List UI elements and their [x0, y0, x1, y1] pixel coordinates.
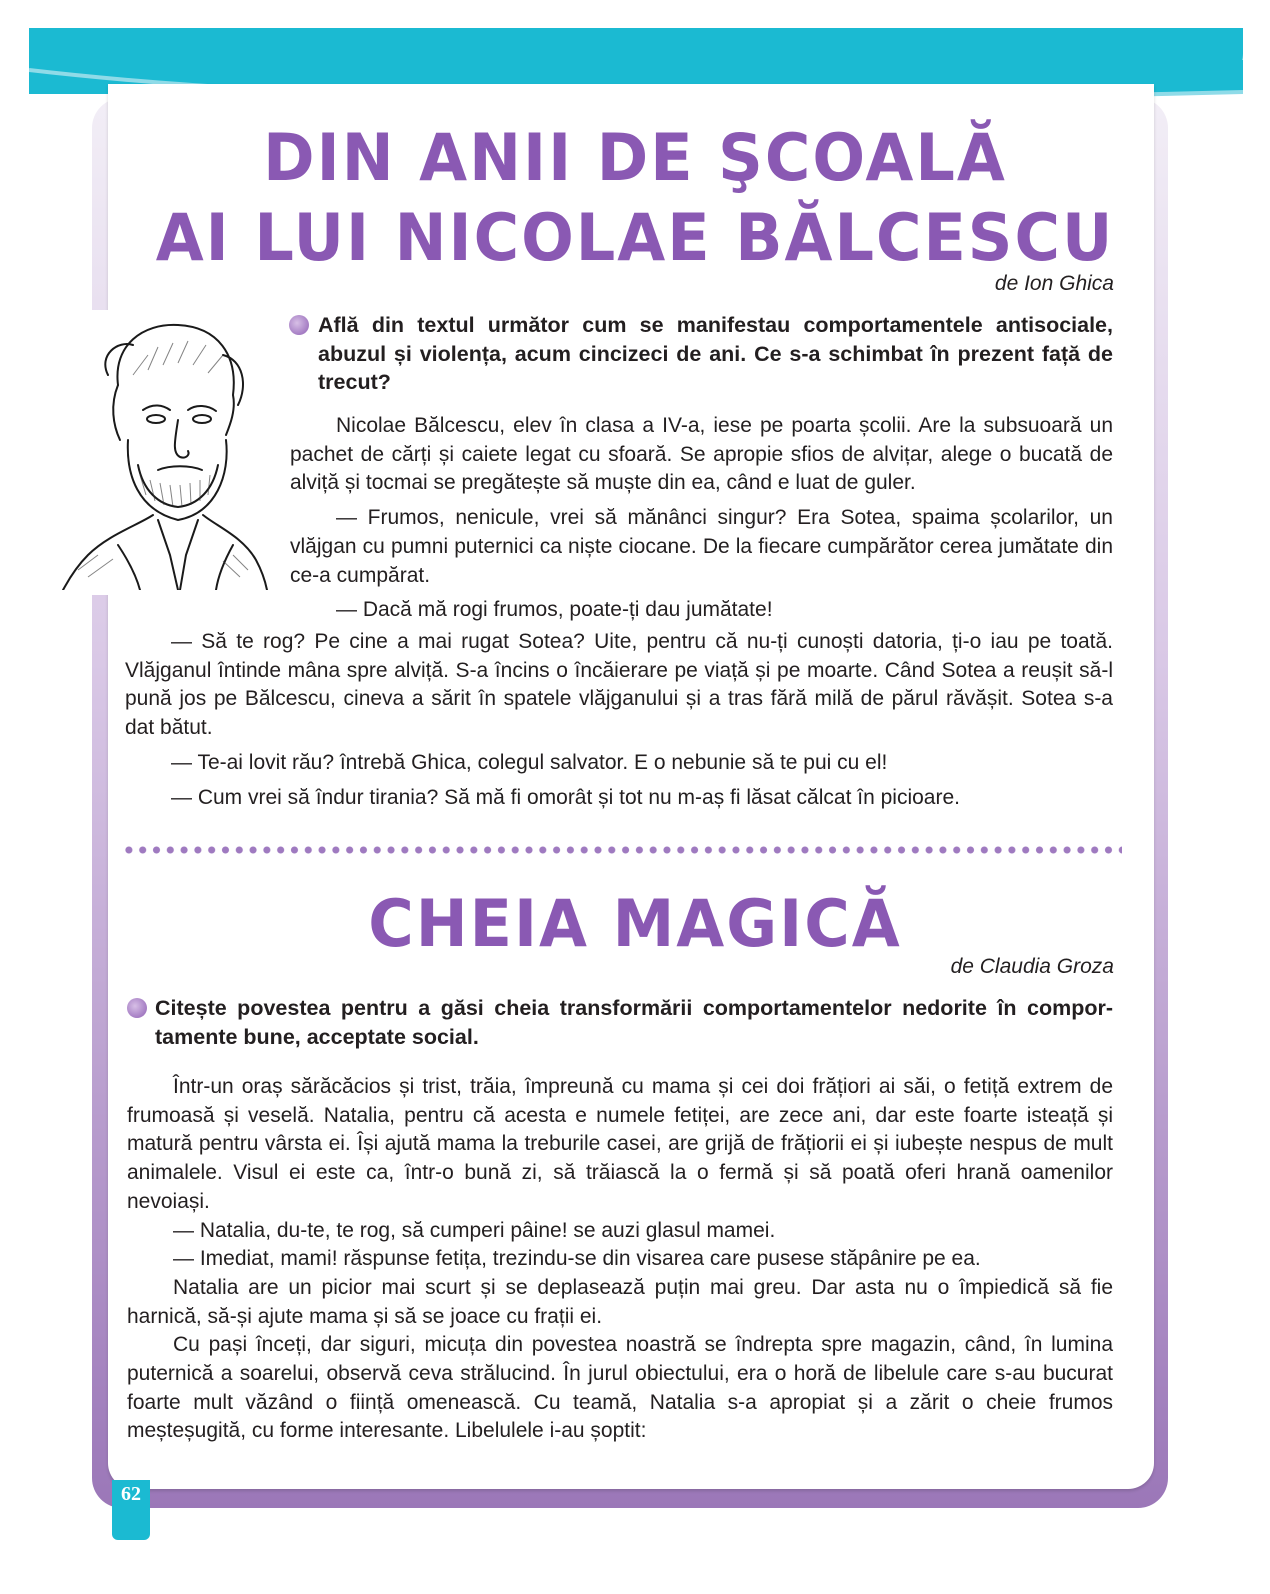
task-bullet-2: [127, 998, 147, 1018]
story1-paragraph-4: — Să te rog? Pe cine a mai rugat Sotea? Uite, pentru că nu-ți cunoști datoria, ți-o iau pe toată. Vlăjganul întinde mâna spre alviță. S-a încins o încăierare pe viață și pe moarte. Când Sotea a reușit să-l pună jos pe Bălcescu, cineva a sărit în spatele vlăjganului și a tras fără milă de părul răvășit. Sotea s-a dat bătut.: [125, 630, 1113, 740]
story2-author: de Claudia Groza: [950, 955, 1114, 978]
portrait-illustration: [58, 315, 268, 590]
story2-title: CHEIA MAGICĂ: [368, 885, 902, 962]
story2-paragraph-4: Natalia are un picior mai scurt și se deplasează puțin mai greu. Dar asta nu o împiedică să fie harnică, să-și ajute mama și să se joace cu frații ei.: [127, 1275, 1113, 1328]
story1-paragraph-3: — Dacă mă rogi frumos, poate-ți dau jumătate!: [336, 598, 773, 622]
story1-task: Află din textul următor cum se manifestau comportamentele antisociale, abuzul și violența, acum cincizeci de ani. Ce s-a schimbat în prezent față de trecut?: [318, 313, 1113, 394]
task-bullet-1: [289, 315, 309, 335]
story1-paragraph-6: — Cum vrei să îndur tirania? Să mă fi omorât și tot nu m-aș fi lăsat călcat în picioare.: [171, 785, 960, 809]
story2-paragraph-3: — Imediat, mami! răspunse fetița, trezindu-se din visarea care pusese stăpânire pe ea.: [173, 1247, 981, 1271]
story1-text-upper: [290, 412, 1113, 625]
story1-author: de Ion Ghica: [994, 272, 1114, 295]
page-number: 62: [121, 1483, 141, 1505]
story2-text: [127, 1073, 1113, 1446]
story2-paragraph-1: Într-un oraș sărăcăcios și trist, trăia, împreună cu mama și cei doi frățiori ai săi, o fetiță extrem de frumoasă și veselă. Natalia, pentru că acesta e numele fetiței, are zece ani, dar este foarte isteață și matură pentru vârsta ei. Își ajută mama la treburile casei, are grijă de frățiorii ei și iubește nespus de mult animalele. Visul ei este ca, într-o bună zi, să trăiască la o fermă și să poată oferi hrană oamenilor nevoiași.: [127, 1075, 1113, 1213]
story2-paragraph-2: — Natalia, du-te, te rog, să cumperi pâine! se auzi glasul mamei.: [173, 1218, 776, 1242]
story2-paragraph-5: Cu pași înceți, dar siguri, micuța din povestea noastră se îndrepta spre magazin, când, în lumina puternică a soarelui, observă ceva strălucind. În jurul obiectului, era o horă de libelule care s-au bucurat foarte mult văzând o ființă omenească. Cu teamă, Natalia s-a apropiat și a zărit o cheie frumos meșteșugită, cu forme interesante. Libelulele i-au șoptit:: [127, 1333, 1113, 1443]
story1-title-line1: DIN ANII DE ŞCOALĂ: [263, 119, 1007, 196]
story1-text-lower: [125, 628, 1113, 812]
story1-paragraph-2: — Frumos, nenicule, vrei să mănânci singur? Era Sotea, spaima școlarilor, un vlăjgan cu pumni puternici ca niște ciocane. De la fiecare cumpărător cerea jumătate din ce-a cumpărat.: [290, 506, 1113, 587]
dotted-divider: [122, 845, 1122, 855]
story1-title: [130, 118, 1140, 278]
story1-paragraph-5: — Te-ai lovit rău? întrebă Ghica, colegul salvator. E o nebunie să te pui cu el!: [171, 750, 888, 774]
story1-title-line2: AI LUI NICOLAE BĂLCESCU: [155, 199, 1115, 276]
story1-paragraph-1: Nicolae Bălcescu, elev în clasa a IV-a, iese pe poarta școlii. Are la subsuoară un pachet de cărți și caiete legat cu sfoară. Se apropie sfios de alvițar, alege o bucată de alviță și tocmai se pregătește să muște din ea, când e luat de guler.: [290, 414, 1113, 495]
story2-task: Citește povestea pentru a găsi cheia transformării comportamentelor nedorite în compor-tamente bune, acceptate social.: [155, 996, 1113, 1049]
